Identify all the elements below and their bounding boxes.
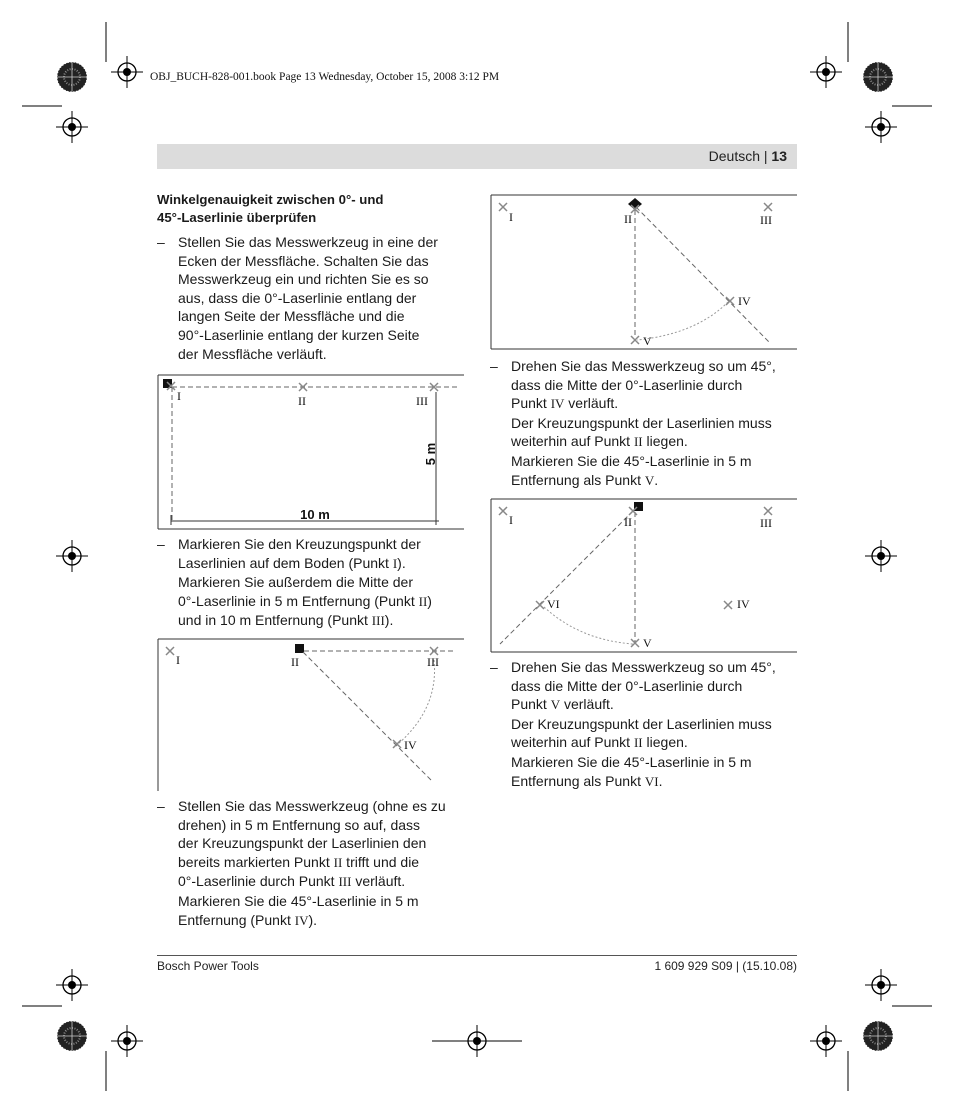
step-4-line: Punkt IV verläuft. bbox=[511, 395, 619, 412]
label-point-i: I bbox=[176, 653, 180, 667]
printer-slug: OBJ_BUCH-828-001.book Page 13 Wednesday, October 15, 2008 3:12 PM bbox=[150, 71, 500, 83]
label-point-iv: IV bbox=[737, 597, 750, 611]
step-dash: – bbox=[157, 798, 165, 814]
step-5-line: Drehen Sie das Messwerkzeug so um 45°, bbox=[511, 659, 776, 675]
label-point-iv: IV bbox=[738, 294, 751, 308]
step-4-line: weiterhin auf Punkt II liegen. bbox=[511, 433, 688, 450]
step-dash: – bbox=[490, 358, 498, 374]
label-point-i: I bbox=[509, 210, 513, 224]
step-dash: – bbox=[490, 659, 498, 675]
step-2-line: Markieren Sie außerdem die Mitte der bbox=[178, 574, 413, 591]
step-3-line: Stellen Sie das Messwerkzeug (ohne es zu bbox=[178, 798, 446, 814]
step-4-line: Der Kreuzungspunkt der Laserlinien muss bbox=[511, 414, 772, 431]
step-3-line: Entfernung (Punkt IV). bbox=[178, 911, 318, 928]
dimension-10m: 10 m bbox=[300, 507, 330, 522]
step-1-line: der Messfläche verläuft. bbox=[178, 345, 327, 362]
step-5-line: Der Kreuzungspunkt der Laserlinien muss bbox=[511, 715, 772, 732]
step-dash: – bbox=[157, 234, 165, 250]
step-3-line: der Kreuzungspunkt der Laserlinien den bbox=[178, 835, 427, 852]
step-1-line: 90°-Laserlinie entlang der kurzen Seite bbox=[178, 326, 420, 343]
label-point-vi: VI bbox=[547, 597, 560, 611]
heading-line-2: 45°-Laserlinie überprüfen bbox=[157, 210, 317, 225]
dimension-5m: 5 m bbox=[423, 442, 438, 466]
step-4-line: Markieren Sie die 45°-Laserlinie in 5 m bbox=[511, 452, 752, 469]
page-number: 13 bbox=[771, 148, 787, 164]
step-2-line: Laserlinien auf dem Boden (Punkt I). bbox=[178, 554, 406, 571]
footer-publisher: Bosch Power Tools bbox=[157, 959, 259, 973]
header-separator: | bbox=[763, 148, 768, 164]
step-1-line: langen Seite der Messfläche und die bbox=[178, 308, 405, 325]
step-2-line: 0°-Laserlinie in 5 m Entfernung (Punkt II) bbox=[178, 592, 432, 609]
label-point-v: V bbox=[643, 636, 652, 650]
label-point-ii: II bbox=[291, 655, 299, 669]
footer-document-code: 1 609 929 S09 | (15.10.08) bbox=[654, 959, 797, 973]
label-point-ii: II bbox=[624, 212, 632, 226]
label-point-iv: IV bbox=[404, 738, 417, 752]
step-3-line: drehen) in 5 m Entfernung so auf, dass bbox=[178, 816, 421, 833]
step-3-line: bereits markierten Punkt II trifft und die bbox=[178, 853, 420, 870]
label-point-iii: III bbox=[760, 516, 772, 530]
step-5-line: Markieren Sie die 45°-Laserlinie in 5 m bbox=[511, 753, 752, 770]
label-point-i: I bbox=[177, 389, 181, 403]
step-1-line: Messwerkzeug ein und richten Sie es so bbox=[178, 271, 429, 288]
label-point-ii: II bbox=[298, 394, 306, 408]
step-5-line: weiterhin auf Punkt II liegen. bbox=[511, 734, 688, 751]
label-point-v: V bbox=[643, 334, 652, 348]
step-dash: – bbox=[157, 536, 165, 552]
step-4-line: dass die Mitte der 0°-Laserlinie durch bbox=[511, 376, 743, 393]
step-5-line: Punkt V verläuft. bbox=[511, 696, 614, 713]
registration-mark-icon bbox=[56, 56, 897, 1057]
step-4-line: Drehen Sie das Messwerkzeug so um 45°, bbox=[511, 358, 776, 374]
step-1-line: Stellen Sie das Messwerkzeug in eine der bbox=[178, 234, 438, 250]
step-2-line: Markieren Sie den Kreuzungspunkt der bbox=[178, 536, 421, 552]
label-point-iii: III bbox=[416, 394, 428, 408]
heading-line-1: Winkelgenauigkeit zwischen 0°- und bbox=[157, 192, 384, 207]
label-point-i: I bbox=[509, 513, 513, 527]
header-language: Deutsch bbox=[708, 148, 760, 164]
step-1-line: aus, dass die 0°-Laserlinie entlang der bbox=[178, 289, 417, 306]
label-point-iii: III bbox=[760, 213, 772, 227]
step-5-line: dass die Mitte der 0°-Laserlinie durch bbox=[511, 677, 743, 694]
step-1-line: Ecken der Messfläche. Schalten Sie das bbox=[178, 252, 429, 269]
trim-lines bbox=[22, 22, 932, 1091]
step-4-line: Entfernung als Punkt V. bbox=[511, 471, 659, 488]
label-point-ii: II bbox=[624, 515, 632, 529]
label-point-iii: III bbox=[427, 655, 439, 669]
step-3-line: 0°-Laserlinie durch Punkt III verläuft. bbox=[178, 873, 406, 890]
color-target-icon bbox=[57, 62, 893, 1051]
step-2-line: und in 10 m Entfernung (Punkt III). bbox=[178, 612, 394, 629]
step-3-line: Markieren Sie die 45°-Laserlinie in 5 m bbox=[178, 892, 419, 909]
step-5-line: Entfernung als Punkt VI. bbox=[511, 772, 663, 789]
